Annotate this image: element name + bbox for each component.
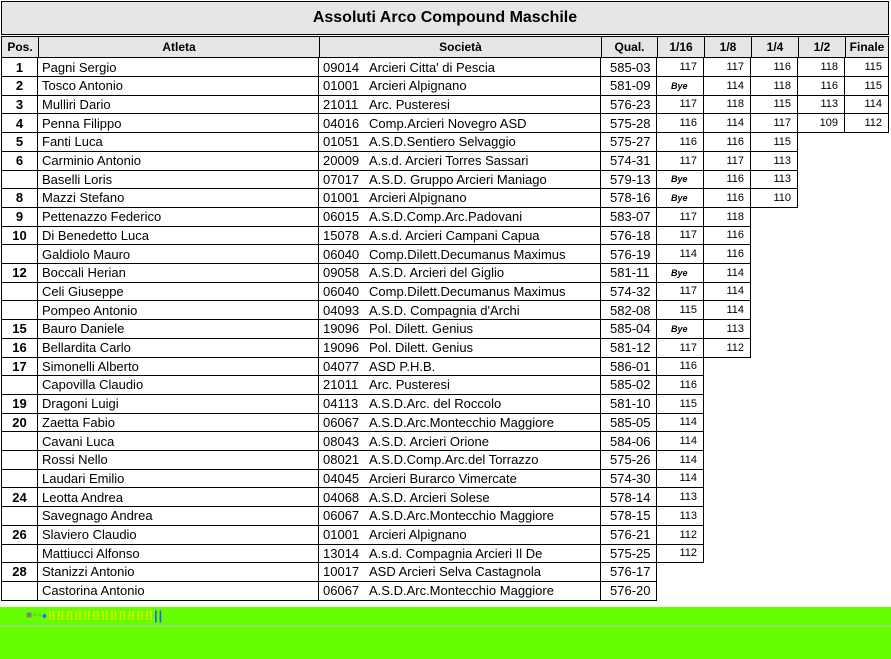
society-cell [319, 77, 601, 96]
row-pos: 1 [1, 58, 38, 77]
qualification-score: 579-13 [601, 170, 657, 189]
score-r2: 118 [798, 58, 845, 77]
row-pos: 10 [1, 226, 38, 245]
table-row [1, 320, 889, 339]
score-r16: Bye [657, 170, 704, 189]
society-cell [319, 357, 601, 376]
qualification-score: 581-12 [601, 339, 657, 358]
table-row [1, 507, 889, 526]
society-cell [319, 395, 601, 414]
score-r16: 116 [657, 376, 704, 395]
table-row [1, 152, 889, 171]
society-name: Arcieri Alpignano [369, 190, 467, 206]
table-row [1, 563, 889, 582]
qualification-score: 576-17 [601, 563, 657, 582]
society-cell [319, 208, 601, 227]
score-r8: 116 [704, 245, 751, 264]
society-name: A.s.d. Arcieri Torres Sassari [369, 153, 529, 168]
table-row [1, 208, 889, 227]
athlete-name: Dragoni Luigi [38, 395, 319, 414]
header-r16: 1/16 [657, 36, 705, 58]
table-row [1, 376, 889, 395]
athlete-name: Capovilla Claudio [38, 376, 319, 395]
society-code: 04045 [323, 470, 360, 486]
qualification-score: 585-05 [601, 413, 657, 432]
score-r16: 112 [657, 544, 704, 563]
athlete-name: Galdiolo Mauro [38, 245, 319, 264]
row-pos [1, 582, 38, 601]
table-row [1, 189, 889, 208]
table-row [1, 133, 889, 152]
qualification-score: 576-19 [601, 245, 657, 264]
athlete-name: Celi Giuseppe [38, 282, 319, 301]
society-cell [319, 264, 601, 283]
society-code: 06067 [323, 414, 360, 430]
society-code: 04077 [323, 358, 360, 374]
society-cell [319, 544, 601, 563]
society-code: 08021 [323, 452, 360, 468]
society-name: ASD P.H.B. [369, 358, 436, 374]
society-code: 19096 [323, 321, 360, 337]
society-name: A.S.D.Comp.Arc.Padovani [369, 209, 523, 225]
score-r16: 117 [657, 226, 704, 245]
score-r4: 115 [751, 133, 798, 152]
society-cell [319, 526, 601, 545]
society-code: 15078 [323, 227, 360, 243]
table-row [1, 77, 889, 96]
score-r16: 117 [657, 95, 704, 114]
society-name: Arc. Pusteresi [369, 96, 450, 112]
society-code: 09014 [323, 59, 360, 75]
score-final: 112 [845, 114, 889, 133]
athlete-name: Mazzi Stefano [38, 189, 319, 208]
society-cell [319, 488, 601, 507]
score-r4: 118 [751, 77, 798, 96]
table-row [1, 226, 889, 245]
rendering-artifact: ■▫▫ ▪ ‼‼‼‼‼‼‼‼‼‼‼‼ || [26, 607, 164, 623]
score-r8: 113 [704, 320, 751, 339]
qualification-score: 574-32 [601, 282, 657, 301]
row-pos [1, 282, 38, 301]
society-cell [319, 226, 601, 245]
score-r16: 115 [657, 301, 704, 320]
score-r4: 113 [751, 170, 798, 189]
society-code: 01051 [323, 134, 360, 150]
header-r4: 1/4 [751, 36, 799, 58]
table-row [1, 339, 889, 358]
society-cell [319, 582, 601, 601]
table-row [1, 264, 889, 283]
row-pos: 16 [1, 339, 38, 358]
society-cell [319, 339, 601, 358]
society-name: A.s.d. Compagnia Arcieri Il De [369, 545, 543, 561]
society-code: 09058 [323, 265, 360, 281]
society-cell [319, 469, 601, 488]
society-cell [319, 432, 601, 451]
athlete-name: Simonelli Alberto [38, 357, 319, 376]
row-pos [1, 432, 38, 451]
score-r16: 117 [657, 282, 704, 301]
score-r8: 118 [704, 208, 751, 227]
society-name: Comp.Dilett.Decumanus Maximus [369, 283, 566, 299]
score-r16: 114 [657, 469, 704, 488]
qualification-score: 581-11 [601, 264, 657, 283]
score-r16: 114 [657, 413, 704, 432]
score-r16: 116 [657, 133, 704, 152]
society-cell [319, 507, 601, 526]
header-society: Società [319, 36, 602, 58]
score-r4: 110 [751, 189, 798, 208]
qualification-score: 575-28 [601, 114, 657, 133]
society-code: 01001 [323, 527, 360, 542]
society-cell [319, 189, 601, 208]
row-pos: 2 [1, 77, 38, 96]
table-row [1, 58, 889, 77]
athlete-name: Fanti Luca [38, 133, 319, 152]
society-code: 04016 [323, 115, 360, 131]
society-code: 06067 [323, 583, 360, 599]
society-cell [319, 563, 601, 582]
score-r8: 114 [704, 77, 751, 96]
society-name: Arcieri Burarco Vimercate [369, 470, 517, 486]
score-r4: 116 [751, 58, 798, 77]
society-cell [319, 152, 601, 171]
society-name: Arcieri Alpignano [369, 78, 467, 94]
athlete-name: Penna Filippo [38, 114, 319, 133]
society-name: A.S.D.Arc.Montecchio Maggiore [369, 508, 554, 524]
row-pos [1, 469, 38, 488]
society-name: Arcieri Citta' di Pescia [369, 59, 496, 75]
score-r8: 114 [704, 114, 751, 133]
society-name: A.S.D.Arc.Montecchio Maggiore [369, 414, 554, 430]
qualification-score: 584-06 [601, 432, 657, 451]
table-row [1, 432, 889, 451]
society-code: 06067 [323, 508, 360, 524]
row-pos: 17 [1, 357, 38, 376]
athlete-name: Pagni Sergio [38, 58, 319, 77]
table-row [1, 301, 889, 320]
row-pos: 12 [1, 264, 38, 283]
society-name: A.S.D.Arc. del Roccolo [369, 396, 502, 412]
table-row [1, 245, 889, 264]
athlete-name: Mattiucci Alfonso [38, 544, 319, 563]
society-code: 01001 [323, 190, 360, 206]
score-r8: 114 [704, 301, 751, 320]
header-r8: 1/8 [704, 36, 752, 58]
table-row [1, 357, 889, 376]
society-code: 06015 [323, 209, 360, 225]
society-name: Arc. Pusteresi [369, 377, 450, 393]
row-pos [1, 507, 38, 526]
qualification-score: 585-02 [601, 376, 657, 395]
athlete-name: Castorina Antonio [38, 582, 319, 601]
score-r2: 113 [798, 95, 845, 114]
athlete-name: Bauro Daniele [38, 320, 319, 339]
score-r2: 116 [798, 77, 845, 96]
qualification-score: 581-10 [601, 395, 657, 414]
society-code: 04113 [323, 396, 359, 412]
athlete-name: Stanizzi Antonio [38, 563, 319, 582]
table-row [1, 582, 889, 601]
score-r16: 114 [657, 245, 704, 264]
score-r8: 112 [704, 339, 751, 358]
score-r8: 117 [704, 152, 751, 171]
society-code: 13014 [323, 545, 360, 561]
table-row [1, 170, 889, 189]
athlete-name: Laudari Emilio [38, 469, 319, 488]
society-name: Pol. Dilett. Genius [369, 340, 474, 355]
table-row [1, 451, 889, 470]
row-pos: 28 [1, 563, 38, 582]
row-pos: 20 [1, 413, 38, 432]
society-name: Pol. Dilett. Genius [369, 321, 474, 337]
society-code: 01001 [323, 78, 360, 94]
society-code: 21011 [323, 96, 359, 112]
score-r2: 109 [798, 114, 845, 133]
athlete-name: Zaetta Fabio [38, 413, 319, 432]
qualification-score: 574-31 [601, 152, 657, 171]
row-pos [1, 245, 38, 264]
society-name: A.S.D. Gruppo Arcieri Maniago [369, 171, 547, 187]
qualification-score: 576-21 [601, 526, 657, 545]
athlete-name: Pettenazzo Federico [38, 208, 319, 227]
score-r8: 117 [704, 58, 751, 77]
row-pos: 3 [1, 95, 38, 114]
score-r16: 113 [657, 488, 704, 507]
score-r4: 113 [751, 152, 798, 171]
row-pos: 9 [1, 208, 38, 227]
row-pos: 4 [1, 114, 38, 133]
row-pos: 19 [1, 395, 38, 414]
athlete-name: Mulliri Dario [38, 95, 319, 114]
society-name: A.S.D.Sentiero Selvaggio [369, 134, 516, 150]
society-name: A.S.D. Arcieri del Giglio [369, 265, 505, 281]
score-r8: 114 [704, 264, 751, 283]
score-r8: 118 [704, 95, 751, 114]
score-final: 115 [845, 77, 889, 96]
row-pos: 24 [1, 488, 38, 507]
score-r16: 117 [657, 152, 704, 171]
society-name: A.S.D. Compagnia d'Archi [369, 302, 520, 318]
qualification-score: 578-16 [601, 189, 657, 208]
table-row [1, 282, 889, 301]
qualification-score: 576-23 [601, 95, 657, 114]
table-row [1, 544, 889, 563]
qualification-score: 583-07 [601, 208, 657, 227]
header-athlete: Atleta [38, 36, 320, 58]
table-row [1, 413, 889, 432]
score-final: 114 [845, 95, 889, 114]
table-header [1, 36, 889, 58]
qualification-score: 576-18 [601, 226, 657, 245]
society-cell [319, 245, 601, 264]
society-cell [319, 58, 601, 77]
athlete-name: Savegnago Andrea [38, 507, 319, 526]
table-row [1, 526, 889, 545]
row-pos: 15 [1, 320, 38, 339]
score-r16: 116 [657, 357, 704, 376]
score-r16: 112 [657, 526, 704, 545]
society-name: ASD Arcieri Selva Castagnola [369, 564, 541, 580]
row-pos [1, 301, 38, 320]
athlete-name: Slaviero Claudio [38, 526, 319, 545]
score-r16: 115 [657, 395, 704, 414]
qualification-score: 585-03 [601, 58, 657, 77]
qualification-score: 582-08 [601, 301, 657, 320]
score-r16: Bye [657, 264, 704, 283]
page-title [1, 1, 889, 35]
athlete-name: Carminio Antonio [38, 152, 319, 171]
society-code: 10017 [323, 564, 360, 580]
score-r16: 113 [657, 507, 704, 526]
athlete-name: Tosco Antonio [38, 77, 319, 96]
athlete-name: Cavani Luca [38, 432, 319, 451]
athlete-name: Rossi Nello [38, 451, 319, 470]
table-row [1, 488, 889, 507]
society-code: 04093 [323, 302, 360, 318]
score-r16: 114 [657, 451, 704, 470]
society-name: Arcieri Alpignano [369, 527, 467, 542]
table-row [1, 395, 889, 414]
society-code: 04068 [323, 489, 360, 505]
row-pos [1, 544, 38, 563]
athlete-name: Di Benedetto Luca [38, 226, 319, 245]
qualification-score: 574-30 [601, 469, 657, 488]
qualification-score: 586-01 [601, 357, 657, 376]
header-final: Finale [845, 36, 889, 58]
score-r4: 115 [751, 95, 798, 114]
society-code: 08043 [323, 433, 360, 449]
row-pos [1, 451, 38, 470]
society-name: Comp.Arcieri Novegro ASD [369, 115, 527, 131]
row-pos: 6 [1, 152, 38, 171]
row-pos: 26 [1, 526, 38, 545]
society-name: A.S.D.Arc.Montecchio Maggiore [369, 583, 554, 599]
athlete-name: Pompeo Antonio [38, 301, 319, 320]
row-pos: 5 [1, 133, 38, 152]
score-r16: Bye [657, 320, 704, 339]
score-r16: Bye [657, 77, 704, 96]
society-cell [319, 114, 601, 133]
table-row [1, 114, 889, 133]
society-name: A.s.d. Arcieri Campani Capua [369, 227, 540, 243]
header-pos: Pos. [1, 36, 39, 58]
score-r8: 116 [704, 226, 751, 245]
society-cell [319, 95, 601, 114]
society-cell [319, 133, 601, 152]
society-name: A.S.D.Comp.Arc.del Torrazzo [369, 452, 539, 468]
athlete-name: Boccali Herian [38, 264, 319, 283]
society-name: A.S.D. Arcieri Solese [369, 489, 490, 505]
qualification-score: 575-25 [601, 544, 657, 563]
score-r8: 116 [704, 133, 751, 152]
score-r8: 114 [704, 282, 751, 301]
qualification-score: 575-26 [601, 451, 657, 470]
society-name: Comp.Dilett.Decumanus Maximus [369, 246, 566, 262]
qualification-score: 578-14 [601, 488, 657, 507]
society-cell [319, 170, 601, 189]
society-cell [319, 376, 601, 395]
society-code: 19096 [323, 340, 360, 355]
society-cell [319, 451, 601, 470]
society-code: 06040 [323, 246, 360, 262]
table-row [1, 469, 889, 488]
row-pos: 8 [1, 189, 38, 208]
title-text: Assoluti Arco Compound Maschile [312, 9, 578, 26]
athlete-name: Bellardita Carlo [38, 339, 319, 358]
score-r16: 114 [657, 432, 704, 451]
header-qual: Qual. [601, 36, 658, 58]
score-r16: 117 [657, 58, 704, 77]
society-cell [319, 320, 601, 339]
society-code: 21011 [323, 377, 359, 393]
score-r4: 117 [751, 114, 798, 133]
qualification-score: 578-15 [601, 507, 657, 526]
row-pos [1, 376, 38, 395]
score-r16: Bye [657, 189, 704, 208]
qualification-score: 585-04 [601, 320, 657, 339]
society-cell [319, 282, 601, 301]
athlete-name: Leotta Andrea [38, 488, 319, 507]
qualification-score: 575-27 [601, 133, 657, 152]
score-final: 115 [845, 58, 889, 77]
score-r8: 116 [704, 170, 751, 189]
athlete-name: Baselli Loris [38, 170, 319, 189]
table-row [1, 95, 889, 114]
header-r2: 1/2 [798, 36, 846, 58]
score-r16: 116 [657, 114, 704, 133]
overlay-divider [0, 625, 891, 627]
qualification-score: 576-20 [601, 582, 657, 601]
score-r16: 117 [657, 339, 704, 358]
society-code: 07017 [323, 171, 360, 187]
score-r16: 117 [657, 208, 704, 227]
society-cell [319, 301, 601, 320]
score-r8: 116 [704, 189, 751, 208]
row-pos [1, 170, 38, 189]
society-code: 20009 [323, 153, 360, 168]
qualification-score: 581-09 [601, 77, 657, 96]
society-code: 06040 [323, 283, 360, 299]
society-cell [319, 413, 601, 432]
society-name: A.S.D. Arcieri Orione [369, 433, 489, 449]
